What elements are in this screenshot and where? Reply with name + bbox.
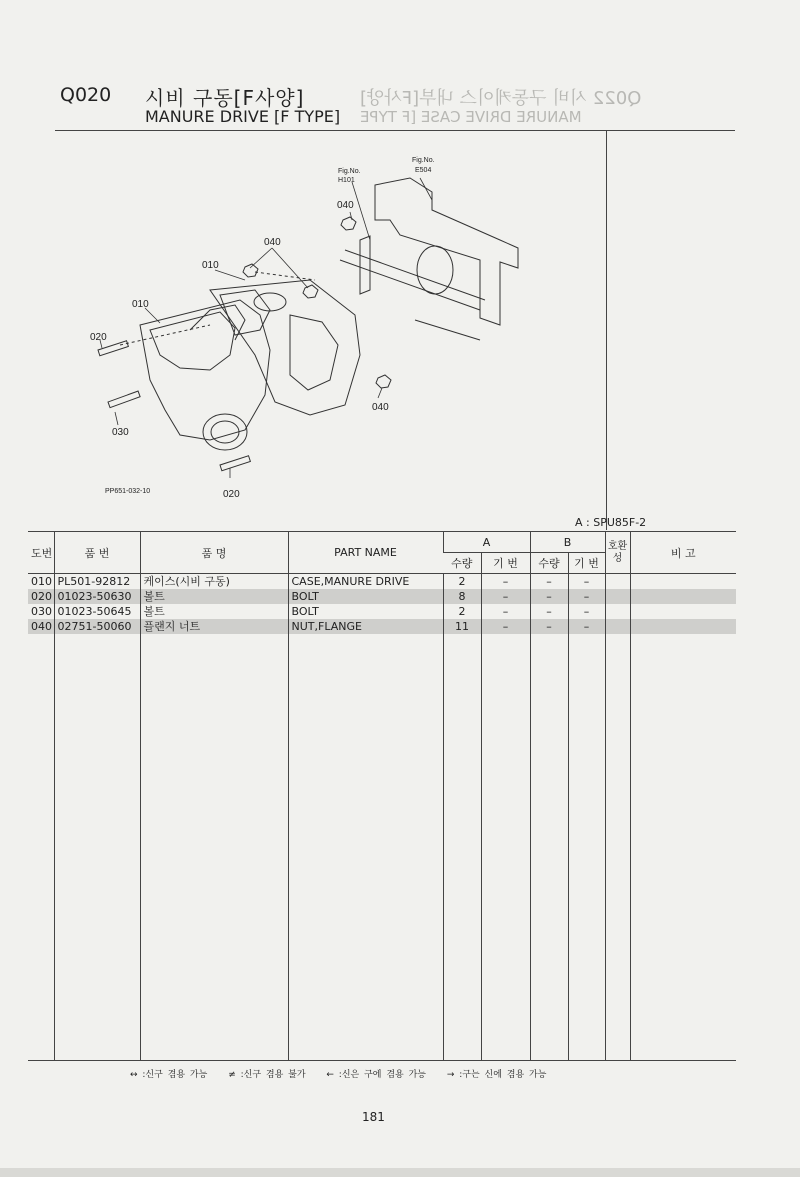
col-group-b: B xyxy=(530,532,605,553)
cell-qty-b: – xyxy=(530,604,568,619)
cell-serial-a: – xyxy=(481,589,530,604)
cell-remarks xyxy=(630,604,736,619)
cell-interchange xyxy=(605,619,630,634)
cell-part-no: 01023-50645 xyxy=(54,604,140,619)
interchange-legend xyxy=(130,1067,562,1080)
drawing-code: PP651-032-10 xyxy=(105,488,151,495)
col-group-a: A xyxy=(443,532,530,553)
bleed-through-subtitle: MANURE DRIVE CASE [F TYPE xyxy=(360,108,582,126)
leader-lines xyxy=(100,178,432,478)
col-interchange: 호환성 xyxy=(605,532,630,574)
callout-020: 020 xyxy=(90,332,107,343)
cell-name-en: BOLT xyxy=(288,604,443,619)
scan-edge xyxy=(0,1168,800,1177)
page-number: 181 xyxy=(362,1110,385,1124)
cell-name-ko: 볼트 xyxy=(140,604,288,619)
col-part-name-en: PART NAME xyxy=(288,532,443,574)
col-part-name-ko: 품 명 xyxy=(140,532,288,574)
fig-ref-label-1: Fig.No. xyxy=(338,168,361,175)
callout-040: 040 xyxy=(264,237,281,248)
col-serial-a: 기 번 xyxy=(481,553,530,574)
frame-bracket xyxy=(340,178,518,340)
section-title-english: MANURE DRIVE [F TYPE] xyxy=(145,107,341,126)
cell-name-en: NUT,FLANGE xyxy=(288,619,443,634)
fig-ref-number-2: E504 xyxy=(415,167,432,174)
section-code: Q020 xyxy=(60,84,112,106)
cell-qty-a: 8 xyxy=(443,589,481,604)
cell-ref: 020 xyxy=(28,589,54,604)
header-rule xyxy=(55,130,735,131)
cell-ref: 010 xyxy=(31,575,52,588)
cell-qty-a: 2 xyxy=(443,574,481,590)
col-ref-no: 도번 xyxy=(28,532,54,574)
cell-qty-b: – xyxy=(530,619,568,634)
cell-remarks xyxy=(630,589,736,604)
legend-item-none: ≠ :신구 겸용 불가 xyxy=(228,1070,306,1080)
cell-interchange xyxy=(605,589,630,604)
cell-ref: 040 xyxy=(28,619,54,634)
cell-serial-a: – xyxy=(481,604,530,619)
callout-040: 040 xyxy=(337,200,354,211)
cell-name-en: CASE,MANURE DRIVE xyxy=(288,574,443,590)
table-row xyxy=(28,604,736,619)
callout-040: 040 xyxy=(372,402,389,413)
cell-ref: 030 xyxy=(31,605,52,618)
table-row xyxy=(28,619,736,634)
parts-table xyxy=(28,531,736,1061)
legend-item-new-to-old: ← :신은 구에 겸용 가능 xyxy=(326,1070,426,1080)
col-qty-a: 수량 xyxy=(443,553,481,574)
table-row xyxy=(28,589,736,604)
cell-name-ko: 케이스(시비 구동) xyxy=(140,574,288,590)
callout-020: 020 xyxy=(223,489,240,500)
cell-part-no: 02751-50060 xyxy=(54,619,140,634)
cell-name-en: BOLT xyxy=(288,589,443,604)
fig-ref-label-2: Fig.No. xyxy=(412,157,435,164)
fig-ref-number-1: H101 xyxy=(338,177,355,184)
col-part-no: 품 번 xyxy=(54,532,140,574)
case-housing-right xyxy=(210,280,360,415)
cell-serial-b: – xyxy=(568,574,605,590)
model-note: A : SPU85F-2 xyxy=(575,516,647,529)
cell-part-no: PL501-92812 xyxy=(54,574,140,590)
cell-serial-a: – xyxy=(481,574,530,590)
cell-remarks xyxy=(630,574,736,590)
cell-qty-b: – xyxy=(530,574,568,590)
cell-serial-a: – xyxy=(481,619,530,634)
col-serial-b: 기 번 xyxy=(568,553,605,574)
cell-remarks xyxy=(630,619,736,634)
cell-interchange xyxy=(605,604,630,619)
legend-item-both: ↔ :신구 겸용 가능 xyxy=(130,1070,208,1080)
col-remarks: 비 고 xyxy=(630,532,736,574)
cell-name-ko: 볼트 xyxy=(140,589,288,604)
cell-name-ko: 플랜지 너트 xyxy=(140,619,288,634)
bolt-and-nut-marks xyxy=(98,217,391,471)
cell-interchange xyxy=(605,574,630,590)
cell-qty-b: – xyxy=(530,589,568,604)
cell-part-no: 01023-50630 xyxy=(54,589,140,604)
legend-item-old-to-new: → :구는 신에 겸용 가능 xyxy=(446,1070,547,1080)
exploded-parts-diagram xyxy=(60,140,605,525)
diagram-divider xyxy=(606,130,607,530)
callout-030: 030 xyxy=(112,427,129,438)
cell-serial-b: – xyxy=(568,604,605,619)
bleed-through-title: Q022 시비 구동케이스 내부[F사양] xyxy=(360,88,642,109)
table-row xyxy=(28,574,736,590)
table-empty-space xyxy=(28,634,736,1061)
callout-010: 010 xyxy=(132,299,149,310)
callout-010: 010 xyxy=(202,260,219,271)
col-qty-b: 수량 xyxy=(530,553,568,574)
section-title-korean: 시비 구동[F사양] xyxy=(145,86,305,110)
cell-qty-a: 11 xyxy=(443,619,481,634)
cell-serial-b: – xyxy=(568,619,605,634)
cell-qty-a: 2 xyxy=(443,604,481,619)
cell-serial-b: – xyxy=(568,589,605,604)
